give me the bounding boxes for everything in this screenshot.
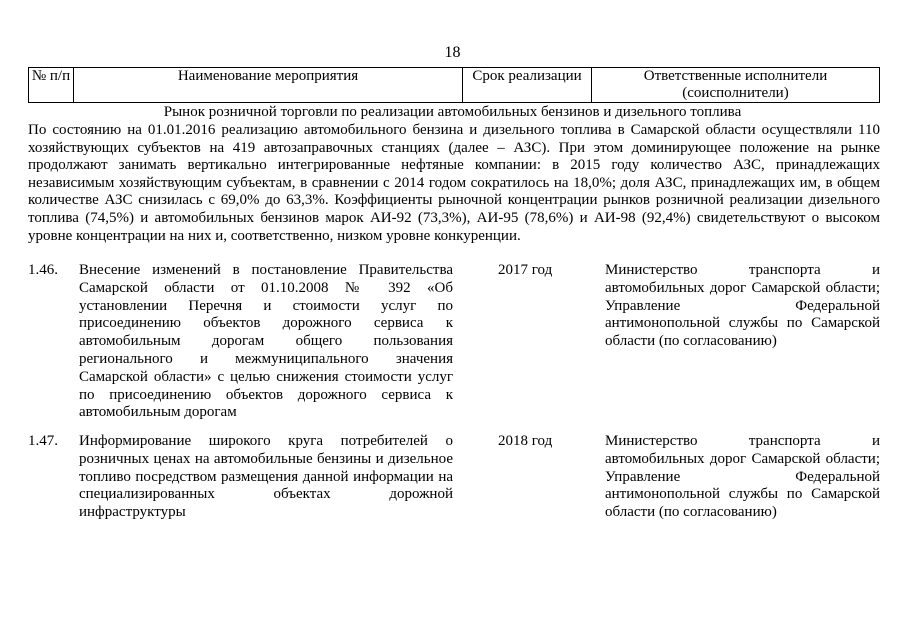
row-activity-name: Внесение изменений в постановление Правительства Самарской области от 01.10.2008 № 392 «Об установлении Перечня и стоимости услуг по присоединению объектов дорожного сервиса к автомобильным дорогам общего пользования регионального и межмуниципального значения Самарской области» с целью снижения стоимости услуг по присоединению объектов дорожного сервиса к автомобильным дорогам <box>79 262 453 421</box>
column-header-number: № п/п <box>29 68 74 103</box>
row-responsible: Министерство транспорта и автомобильных дорог Самарской области; Управление Федеральной антимонопольной службы по Самарской области (по согласованию) <box>605 262 880 350</box>
row-term: 2018 год <box>498 433 553 449</box>
row-term: 2017 год <box>498 262 553 278</box>
section-title: Рынок розничной торговли по реализации автомобильных бензинов и дизельного топлива <box>163 104 742 120</box>
page-number: 18 <box>444 44 461 61</box>
row-number: 1.47. <box>28 433 58 449</box>
row-responsible: Министерство транспорта и автомобильных дорог Самарской области; Управление Федеральной антимонопольной службы по Самарской области (по согласованию) <box>605 433 880 521</box>
column-header-name: Наименование мероприятия <box>74 68 463 103</box>
row-number: 1.46. <box>28 262 58 278</box>
table-header-row <box>29 68 880 103</box>
column-header-term: Срок реализации <box>463 68 592 103</box>
section-intro-paragraph: По состоянию на 01.01.2016 реализацию автомобильного бензина и дизельного топлива в Самарской области осуществляли 110 хозяйствующих субъектов на 419 автозаправочных станциях (далее – АЗС). При этом доминирующее положение на рынке продолжают занимать вертикально интегрированные нефтяные компании: в 2015 году количество АЗС, принадлежащих независимым хозяйствующим субъектам, в сравнении с 2014 годом сократилось на 18,0%; доля АЗС, принадлежащих им, в общем количестве АЗС снизилась с 69,0% до 63,3%. Коэффициенты рыночной концентрации рынков розничной реализации дизельного топлива (74,5%) и автомобильных бензинов марок АИ-92 (73,3%), АИ-95 (78,6%) и АИ-98 (92,4%) свидетельствуют о высоком уровне концентрации на них и, соответственно, низком уровне конкуренции. <box>28 122 880 244</box>
table-header <box>28 67 880 103</box>
row-activity-name: Информирование широкого круга потребителей о розничных ценах на автомобильные бензины и дизельное топливо посредством размещения данной информации на специализированных объектах дорожной инфраструктуры <box>79 433 453 521</box>
column-header-responsible: Ответственные исполнители (соисполнители) <box>592 68 880 103</box>
